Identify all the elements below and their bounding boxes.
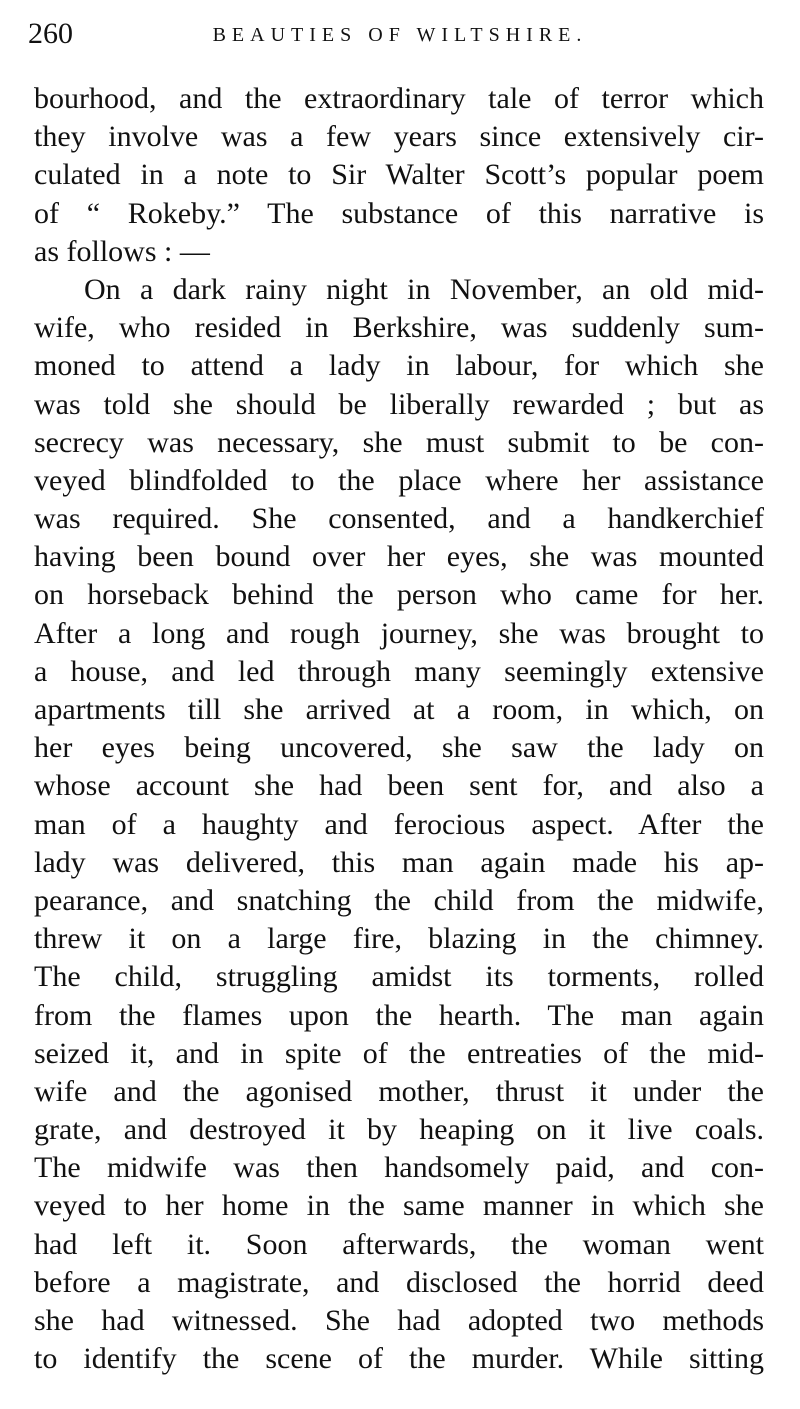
text-line: culated in a note to Sir Walter Scott’s popular poem xyxy=(34,158,764,192)
text-line: had left it. Soon afterwards, the woman went xyxy=(34,1227,764,1261)
text-line: wife, who resided in Berkshire, was suddenly sum- xyxy=(34,311,764,345)
running-head xyxy=(28,14,772,54)
text-line: lady was delivered, this man again made his ap- xyxy=(34,845,764,879)
text-line: pearance, and snatching the child from the midwife, xyxy=(34,883,764,917)
text-line: before a magistrate, and disclosed the horrid deed xyxy=(34,1265,764,1299)
text-line: from the flames upon the hearth. The man again xyxy=(34,998,764,1032)
text-line: was told she should be liberally rewarded ; but as xyxy=(34,387,764,421)
page-number: 260 xyxy=(28,17,73,50)
running-title: BEAUTIES OF WILTSHIRE. xyxy=(212,24,588,46)
text-line: wife and the agonised mother, thrust it under the xyxy=(34,1074,764,1108)
text-line: to identify the scene of the murder. While sitting xyxy=(34,1342,764,1376)
text-line: a house, and led through many seemingly extensive xyxy=(34,654,764,688)
body-text xyxy=(34,80,764,1378)
text-line: veyed blindfolded to the place where her assistance xyxy=(34,463,764,497)
text-line: man of a haughty and ferocious aspect. After the xyxy=(34,807,764,841)
text-line: having been bound over her eyes, she was mounted xyxy=(34,540,764,574)
text-line: whose account she had been sent for, and also a xyxy=(34,769,764,803)
text-line: on horseback behind the person who came for her. xyxy=(34,578,764,612)
text-line: The midwife was then handsomely paid, and con- xyxy=(34,1151,764,1185)
text-line: apartments till she arrived at a room, in which, on xyxy=(34,693,764,726)
text-line: was required. She consented, and a handkerchief xyxy=(34,502,764,536)
text-line: secrecy was necessary, she must submit to be con- xyxy=(34,425,764,459)
text-line: as follows : — xyxy=(34,234,210,268)
text-line: bourhood, and the extraordinary tale of terror which xyxy=(34,82,764,115)
text-line: threw it on a large fire, blazing in the chimney. xyxy=(34,922,764,956)
text-line: After a long and rough journey, she was brought to xyxy=(34,616,764,650)
text-line: The child, struggling amidst its torments, rolled xyxy=(34,960,764,994)
text-line: grate, and destroyed it by heaping on it live coals. xyxy=(34,1113,764,1147)
text-line: veyed to her home in the same manner in which she xyxy=(34,1189,764,1223)
paragraph-first-line: On a dark rainy night in November, an old mid- xyxy=(84,272,764,306)
text-line: they involve was a few years since extensively cir- xyxy=(34,120,764,154)
text-line: of “ Rokeby.” The substance of this narrative is xyxy=(34,196,764,230)
text-line: moned to attend a lady in labour, for which she xyxy=(34,349,764,383)
text-line: her eyes being uncovered, she saw the lady on xyxy=(34,731,764,765)
text-line: seized it, and in spite of the entreaties of the mid- xyxy=(34,1036,764,1070)
text-line: she had witnessed. She had adopted two methods xyxy=(34,1304,764,1337)
